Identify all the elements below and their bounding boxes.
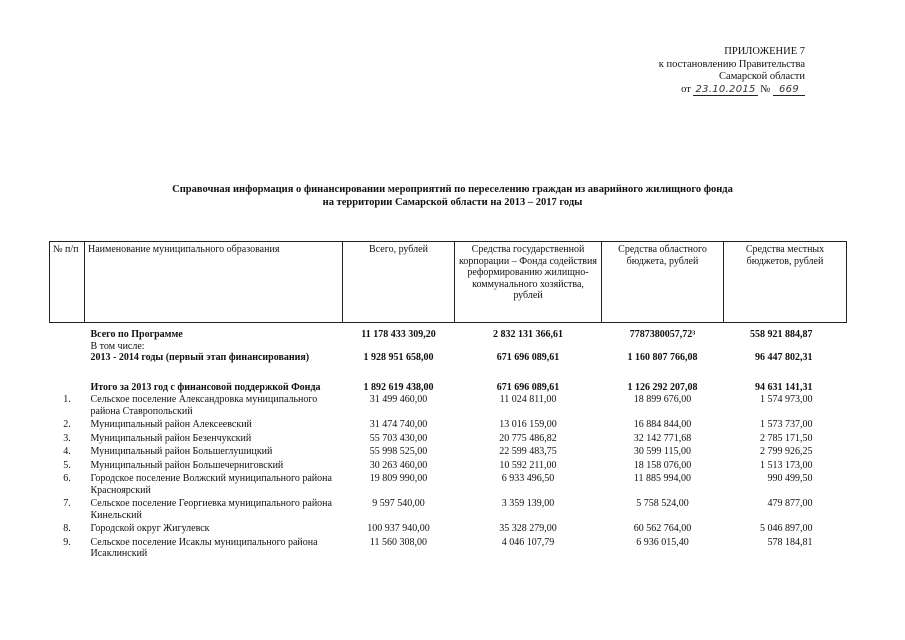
table-row — [50, 445, 847, 459]
row-total: 9 597 540,00 — [372, 498, 425, 509]
row-fund: 4 046 107,79 — [501, 536, 555, 548]
summary-total: 11 178 433 309,20 — [361, 329, 436, 340]
appendix-decree: к постановлению Правительства — [658, 58, 805, 70]
appendix-block — [600, 46, 805, 96]
table-row — [50, 393, 847, 418]
including-num — [50, 341, 85, 353]
row-name: Муниципальный район Большечерниговский — [90, 459, 284, 471]
row-local: 479 877,00 — [767, 498, 813, 509]
row-total: 55 998 525,00 — [369, 446, 428, 457]
row-name: Сельское поселение Георгиевка муниципального района Кинельский — [90, 498, 332, 521]
row-num: 9. — [63, 536, 71, 548]
table-row — [50, 418, 847, 432]
row-total: 30 263 460,00 — [369, 459, 428, 471]
row-total: 11 560 308,00 — [369, 536, 428, 548]
table-header-row — [50, 242, 847, 323]
row-name: Сельское поселение Александровка муниципального района Ставропольский — [90, 394, 318, 417]
row-regional: 32 142 771,68 — [633, 432, 692, 444]
stage-local: 96 447 802,31 — [755, 352, 813, 363]
stage-num — [50, 352, 85, 364]
row-name: Муниципальный район Алексеевский — [90, 419, 252, 430]
row-num: 8. — [63, 523, 71, 534]
y2013-num — [50, 382, 85, 394]
title-line-2: на территории Самарской области на 2013 – 2017 годы — [322, 196, 583, 208]
table-row — [50, 459, 847, 473]
row-name: Муниципальный район Большеглушицкий — [90, 446, 273, 457]
row-total: 19 809 990,00 — [369, 473, 428, 484]
row-num: 4. — [63, 446, 71, 457]
table-row — [50, 472, 847, 497]
date-prefix: от — [681, 83, 691, 95]
row-regional: 6 936 015,40 — [636, 536, 689, 548]
row-regional: 60 562 764,00 — [633, 523, 692, 534]
row-regional: 18 899 676,00 — [633, 394, 692, 405]
row-fund: 35 328 279,00 — [499, 523, 557, 534]
row-total: 31 499 460,00 — [369, 394, 428, 405]
summary-num — [50, 323, 85, 341]
row-total: 31 474 740,00 — [369, 419, 428, 430]
header-fund: Средства государственной корпорации – Фонда содействия реформированию жилищно-коммунального хозяйства, рублей — [455, 242, 602, 323]
row-local: 5 046 897,00 — [760, 523, 813, 534]
summary-local: 558 921 884,87 — [750, 329, 813, 340]
title-line-1: Справочная информация о финансировании мероприятий по переселению граждан из аварийного жилищного фонда — [172, 184, 733, 195]
header-regional: Средства областного бюджета, рублей — [602, 242, 724, 323]
row-regional: 16 884 844,00 — [633, 419, 692, 430]
financing-table — [49, 241, 847, 561]
y2013-name: Итого за 2013 год с финансовой поддержкой Фонда — [90, 381, 321, 393]
row-regional: 18 158 076,00 — [633, 459, 692, 471]
row-total: 100 937 940,00 — [367, 523, 430, 534]
row-name: Муниципальный район Безенчукский — [90, 432, 252, 444]
appendix-date-row — [600, 84, 805, 97]
row-fund: 11 024 811,00 — [499, 394, 557, 405]
row-fund: 3 359 139,00 — [501, 498, 555, 509]
document-title — [100, 184, 805, 209]
row-fund: 13 016 159,00 — [499, 419, 557, 430]
row-local: 1 513 173,00 — [760, 459, 813, 471]
table-row — [50, 497, 847, 522]
stage-regional: 1 160 807 766,08 — [627, 352, 698, 363]
row-regional: 11 885 994,00 — [633, 473, 692, 484]
summary-row-program — [50, 323, 847, 341]
row-total: 55 703 430,00 — [369, 432, 428, 444]
y2013-regional: 1 126 292 207,08 — [627, 381, 698, 393]
table-row — [50, 522, 847, 536]
row-local: 1 574 973,00 — [760, 394, 813, 405]
row-num: 5. — [63, 459, 71, 471]
row-num: 6. — [63, 473, 71, 484]
row-fund: 10 592 211,00 — [499, 459, 557, 471]
spacer-row — [50, 364, 847, 382]
stage-name: 2013 - 2014 годы (первый этап финансирования) — [90, 352, 310, 363]
row-num: 7. — [63, 498, 71, 509]
row-local: 1 573 737,00 — [760, 419, 813, 430]
row-num: 1. — [63, 394, 71, 405]
stage-total: 1 928 951 658,00 — [363, 352, 434, 363]
row-local: 990 499,50 — [767, 473, 813, 484]
header-name: Наименование муниципального образования — [85, 242, 343, 323]
summary-fund: 2 832 131 366,61 — [493, 329, 563, 340]
header-local: Средства местных бюджетов, рублей — [724, 242, 847, 323]
y2013-fund: 671 696 089,61 — [496, 381, 560, 393]
row-regional: 30 599 115,00 — [633, 446, 692, 457]
header-num: № п/п — [50, 242, 85, 323]
appendix-title: ПРИЛОЖЕНИЕ 7 — [724, 46, 805, 57]
handwritten-number: 669 — [773, 84, 805, 96]
summary-name: Всего по Программе — [90, 329, 183, 340]
including-row — [50, 341, 847, 353]
row-regional: 5 758 524,00 — [636, 498, 689, 509]
summary-row-2013 — [50, 382, 847, 394]
table-row — [50, 536, 847, 561]
handwritten-date: 23.10.2015 — [695, 83, 756, 95]
summary-row-stage — [50, 352, 847, 364]
including-label: В том числе: — [90, 340, 145, 352]
stage-fund: 671 696 089,61 — [496, 352, 560, 363]
row-num: 2. — [63, 419, 71, 430]
summary-regional: 7787380057,72³ — [629, 329, 696, 340]
row-name: Городское поселение Волжский муниципального района Красноярский — [90, 473, 332, 496]
row-name: Сельское поселение Исаклы муниципального района Исаклинский — [90, 536, 318, 559]
y2013-local: 94 631 141,31 — [755, 381, 813, 393]
row-num: 3. — [63, 432, 71, 444]
row-local: 578 184,81 — [767, 536, 813, 548]
financing-table-wrap — [49, 241, 846, 561]
appendix-region: Самарской области — [719, 71, 805, 82]
row-local: 2 799 926,25 — [760, 446, 813, 457]
row-fund: 22 599 483,75 — [499, 446, 557, 457]
y2013-total: 1 892 619 438,00 — [363, 381, 434, 393]
row-name: Городской округ Жигулевск — [90, 523, 210, 534]
row-fund: 20 775 486,82 — [499, 432, 557, 444]
header-total: Всего, рублей — [343, 242, 455, 323]
table-row — [50, 432, 847, 446]
row-fund: 6 933 496,50 — [501, 473, 555, 484]
row-local: 2 785 171,50 — [760, 432, 813, 444]
number-prefix: № — [760, 83, 771, 95]
